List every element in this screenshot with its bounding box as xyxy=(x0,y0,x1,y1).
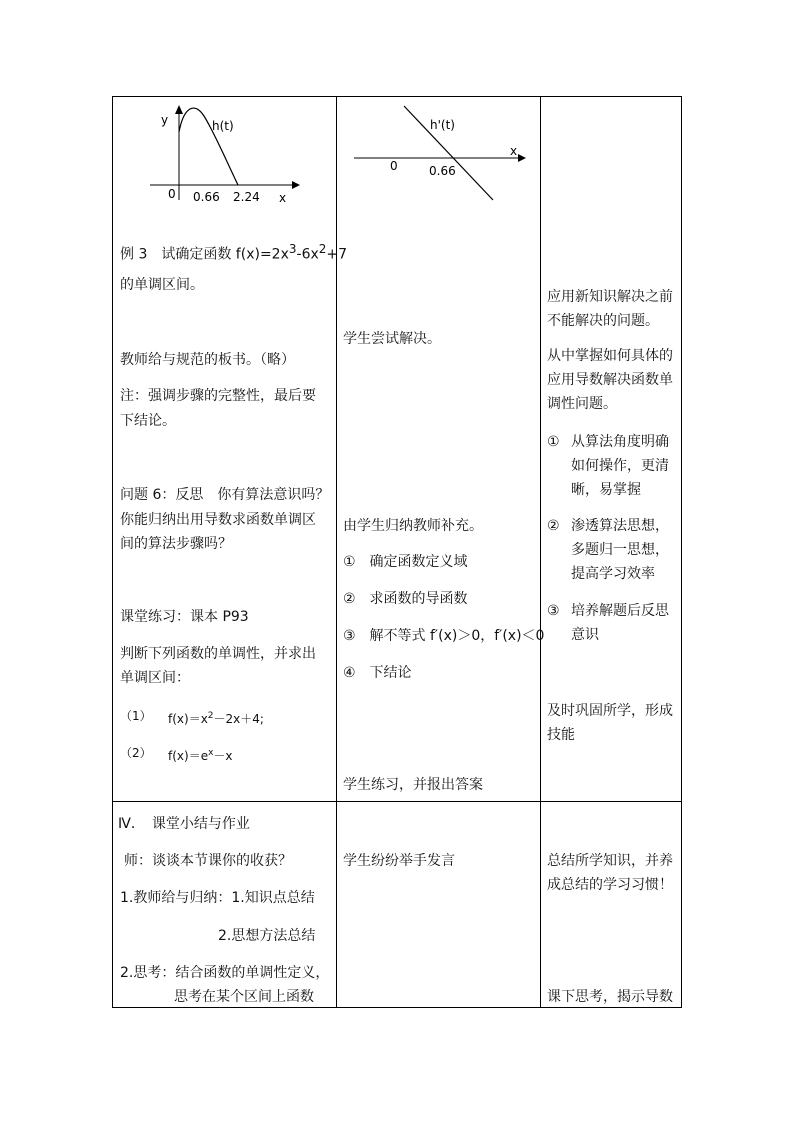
exercise-item-1: $f(x)=x^2-2x+4$; xyxy=(168,711,264,726)
exercise-item-2: $f(x)=e^x-x$ xyxy=(168,748,233,763)
point-2-number: ② xyxy=(547,518,560,534)
consolidate-line2: 技能 xyxy=(547,727,575,743)
h-prime-graph-origin: 0 xyxy=(390,159,398,173)
teacher-question: 师：谈谈本节课你的收获？ xyxy=(124,853,292,869)
h-graph-x-label: x xyxy=(279,191,287,205)
question-6-line1: 问题 6：反思 你有算法意识吗？ xyxy=(120,487,330,503)
student-summary: 由学生归纳教师补充。 xyxy=(343,518,483,534)
point-2-line2: 多题归一思想， xyxy=(571,542,669,558)
point-1-number: ① xyxy=(547,434,560,450)
table-row-divider xyxy=(112,801,682,802)
h-graph-tick-066: 0.66 xyxy=(193,190,220,204)
step-1: ① 确定函数定义域 xyxy=(343,554,468,570)
h-graph xyxy=(140,100,310,210)
classroom-exercise: 课堂练习：课本 P93 xyxy=(120,609,249,625)
step-2: ② 求函数的导函数 xyxy=(343,591,468,607)
table-border-top xyxy=(112,96,682,97)
h-graph-tick-224: 2.24 xyxy=(233,190,260,204)
consolidate-line1: 及时巩固所学，形成 xyxy=(547,703,673,719)
apply-line1: 应用新知识解决之前 xyxy=(547,289,673,305)
point-3-number: ③ xyxy=(547,603,560,619)
h-graph-y-label: y xyxy=(161,113,169,127)
point-3-line1: 培养解题后反思 xyxy=(571,603,669,619)
point-3-line2: 意识 xyxy=(571,627,599,643)
judge-line2: 单调区间： xyxy=(120,670,190,686)
habit-line2: 成总结的学习习惯！ xyxy=(547,877,673,893)
point-2-line1: 渗透算法思想， xyxy=(571,518,669,534)
table-column-divider-2 xyxy=(540,96,541,1008)
note-line1: 注：强调步骤的完整性，最后要 xyxy=(120,388,316,404)
table-border-right xyxy=(681,96,682,1008)
h-graph-curve-label: h(t) xyxy=(212,119,234,133)
h-prime-graph-curve-label: h'(t) xyxy=(430,118,455,132)
exercise-item-1-number: （1） xyxy=(120,709,152,723)
table-border-bottom xyxy=(112,1007,682,1008)
example-prefix: 例 3 试确定函数 f(x)=2x xyxy=(120,246,289,263)
step-4: ④ 下结论 xyxy=(343,665,412,681)
master-line3: 调性问题。 xyxy=(547,396,617,412)
point-1-line2: 如何操作，更清 xyxy=(571,458,669,474)
point-1-line3: 晰，易掌握 xyxy=(571,482,641,498)
master-line2: 应用导数解决函数单 xyxy=(547,372,673,388)
apply-line2: 不能解决的问题。 xyxy=(547,313,659,329)
master-line1: 从中掌握如何具体的 xyxy=(547,348,673,364)
point-1-line1: 从算法角度明确 xyxy=(571,434,669,450)
note-line2: 下结论。 xyxy=(120,413,176,429)
table-border-left xyxy=(112,96,113,1008)
h-graph-origin: 0 xyxy=(168,187,176,201)
table-column-divider-1 xyxy=(336,96,337,1008)
habit-line1: 总结所学知识，并养 xyxy=(547,853,673,869)
h-prime-graph xyxy=(350,100,530,206)
example-3-line2: 的单调区间。 xyxy=(120,277,204,293)
think-line2: 思考在某个区间上函数 xyxy=(174,989,314,1005)
student-practice: 学生练习，并报出答案 xyxy=(343,777,483,793)
question-6-line2: 你能归纳出用导数求函数单调区 xyxy=(120,512,316,528)
summary-line1: 1.教师给与归纳：1.知识点总结 xyxy=(120,890,315,906)
section-title: Ⅳ． 课堂小结与作业 xyxy=(118,816,250,832)
h-prime-graph-x-label: x xyxy=(510,144,518,158)
exercise-item-2-number: （2） xyxy=(120,746,152,760)
step-3: ③ 解不等式 f′(x)＞0，f′(x)＜0 xyxy=(343,628,545,644)
think-line1: 2.思考：结合函数的单调性定义， xyxy=(120,965,330,981)
question-6-line3: 间的算法步骤吗？ xyxy=(120,536,232,552)
student-try: 学生尝试解决。 xyxy=(343,331,441,347)
example-3-line1: 例 3 试确定函数 $f(x)=2x^3-6x^2+7$ xyxy=(120,242,348,263)
students-speak: 学生纷纷举手发言 xyxy=(343,853,455,869)
teacher-board-note: 教师给与规范的板书。（略） xyxy=(120,352,295,368)
h-prime-graph-tick-066: 0.66 xyxy=(429,164,456,178)
point-2-line3: 提高学习效率 xyxy=(571,566,655,582)
after-class: 课下思考，揭示导数 xyxy=(547,989,673,1005)
summary-line2: 2.思想方法总结 xyxy=(218,928,316,944)
judge-line1: 判断下列函数的单调性，并求出 xyxy=(120,646,316,662)
